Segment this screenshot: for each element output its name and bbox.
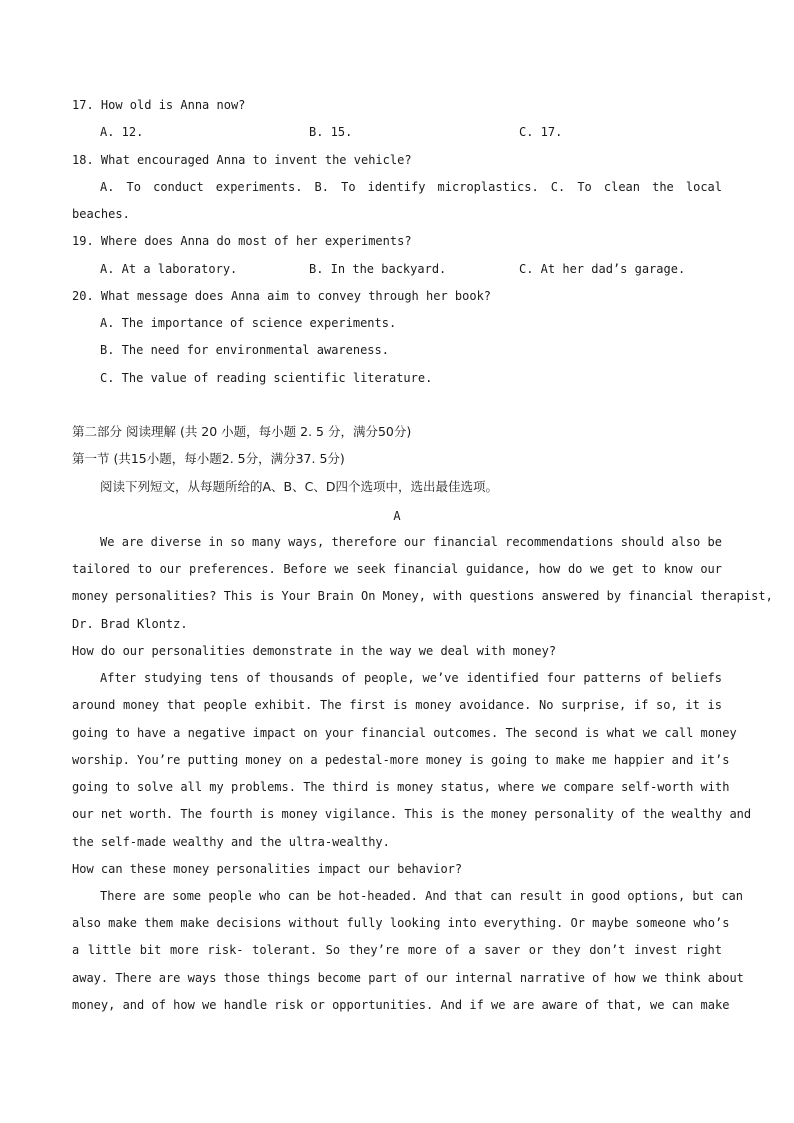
- q20-option-b: B. The need for environmental awareness.: [100, 343, 389, 357]
- question-18: 18. What encouraged Anna to invent the vehicle?: [72, 153, 412, 167]
- q17-option-c: C. 17.: [519, 125, 563, 139]
- question-20: 20. What message does Anna aim to convey through her book?: [72, 289, 492, 303]
- passage-line: After studying tens of thousands of people, we’ve identified four patterns of beliefs: [100, 671, 722, 685]
- passage-line: going to have a negative impact on your financial outcomes. The second is what we call money: [72, 726, 737, 740]
- instruction: 阅读下列短文，从每题所给的A、B、C、D四个选项中，选出最佳选项。: [100, 479, 498, 494]
- passage-line: tailored to our preferences. Before we seek financial guidance, how do we get to know our: [72, 562, 722, 576]
- passage-line: away. There are ways those things become part of our internal narrative of how we think about: [72, 971, 744, 985]
- q19-option-c: C. At her dad’s garage.: [519, 262, 686, 276]
- passage-line: There are some people who can be hot-headed. And that can result in good options, but can: [100, 889, 743, 903]
- passage-line: money personalities? This is Your Brain On Money, with questions answered by financial therapist,: [72, 589, 773, 603]
- part-title: 第二部分 阅读理解 (共 20 小题，每小题 2. 5 分，满分50分): [72, 424, 412, 439]
- passage-line: a little bit more risk- tolerant. So they’re more of a saver or they don’t invest right: [72, 943, 722, 957]
- passage-line: our net worth. The fourth is money vigilance. This is the money personality of the wealthy and: [72, 807, 752, 821]
- q20-option-c: C. The value of reading scientific literature.: [100, 371, 433, 385]
- q19-option-a: A. At a laboratory.: [100, 262, 238, 276]
- q19-option-b: B. In the backyard.: [309, 262, 447, 276]
- passage-line: Dr. Brad Klontz.: [72, 617, 188, 631]
- passage-subheading: How do our personalities demonstrate in the way we deal with money?: [72, 644, 557, 658]
- q17-option-b: B. 15.: [309, 125, 353, 139]
- passage-line: worship. You’re putting money on a pedestal-more money is going to make me happier and it’s: [72, 753, 730, 767]
- passage-line: around money that people exhibit. The first is money avoidance. No surprise, if so, it is: [72, 698, 722, 712]
- q18-options-continued: beaches.: [72, 207, 130, 221]
- section-title: 第一节 (共15小题，每小题2. 5分，满分37. 5分): [72, 451, 345, 466]
- passage-label: A: [393, 509, 401, 523]
- passage-line: money, and of how we handle risk or opportunities. And if we are aware of that, we can make: [72, 998, 730, 1012]
- passage-line: We are diverse in so many ways, therefore our financial recommendations should also be: [100, 535, 722, 549]
- passage-subheading: How can these money personalities impact our behavior?: [72, 862, 463, 876]
- q17-option-a: A. 12.: [100, 125, 144, 139]
- passage-line: going to solve all my problems. The third is money status, where we compare self-worth with: [72, 780, 730, 794]
- question-19: 19. Where does Anna do most of her experiments?: [72, 234, 412, 248]
- q18-options: A. To conduct experiments. B. To identify microplastics. C. To clean the local: [100, 180, 722, 194]
- passage-line: also make them make decisions without fully looking into everything. Or maybe someone who’s: [72, 916, 730, 930]
- question-17: 17. How old is Anna now?: [72, 98, 246, 112]
- q20-option-a: A. The importance of science experiments.: [100, 316, 397, 330]
- passage-line: the self-made wealthy and the ultra-wealthy.: [72, 835, 390, 849]
